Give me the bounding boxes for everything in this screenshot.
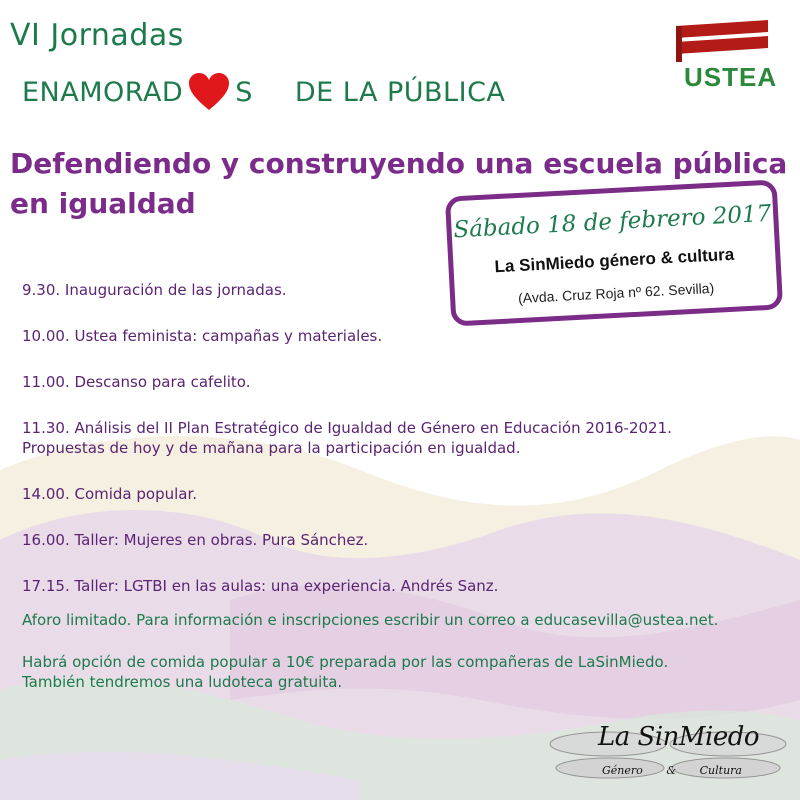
schedule-item (22, 530, 782, 550)
event-notes (22, 610, 792, 692)
schedule-item-line: 11.30. Análisis del II Plan Estratégico de Igualdad de Género en Educación 2016-2021. (22, 419, 672, 437)
schedule-item (22, 280, 782, 300)
lasinmiedo-sub-right: Cultura (699, 764, 742, 777)
schedule-item-line: 9.30. Inauguración de las jornadas. (22, 281, 287, 299)
event-name-part1: ENAMORAD (22, 76, 184, 108)
notes-comida: Habrá opción de comida popular a 10€ preparada por las compañeras de LaSinMiedo. (22, 653, 669, 671)
ustea-logo-text: USTEA (684, 62, 778, 92)
schedule-item-line: 10.00. Ustea feminista: campañas y materiales. (22, 327, 383, 345)
lasinmiedo-logo-text: La SinMiedo (598, 722, 760, 752)
notes-aforo: Aforo limitado. Para información e inscripciones escribir un correo a educasevilla@ustea.net. (22, 611, 719, 629)
heart-icon (187, 72, 231, 112)
event-name-part3: DE LA PÚBLICA (294, 76, 506, 108)
lasinmiedo-logo-subtitle (602, 764, 742, 777)
schedule-item (22, 326, 782, 346)
schedule-item (22, 576, 782, 596)
schedule-item-line: 16.00. Taller: Mujeres en obras. Pura Sánchez. (22, 531, 369, 549)
page-title: Defendiendo y construyendo una escuela pública en igualdad (10, 147, 788, 220)
schedule-item-line: 14.00. Comida popular. (22, 485, 198, 503)
event-name-heading (22, 72, 505, 112)
event-series-heading: VI Jornadas (10, 18, 184, 53)
schedule-item-line: 11.00. Descanso para cafelito. (22, 373, 251, 391)
lasinmiedo-sub-mid: & (666, 764, 677, 777)
schedule-list (22, 280, 782, 622)
event-date: Sábado 18 de febrero 2017 (452, 200, 772, 244)
lasinmiedo-sub-left: Género (602, 764, 643, 777)
schedule-item (22, 418, 782, 458)
schedule-item-line: Propuestas de hoy y de mañana para la participación en igualdad. (22, 439, 521, 457)
schedule-item-line: 17.15. Taller: LGTBI en las aulas: una experiencia. Andrés Sanz. (22, 577, 499, 595)
schedule-item (22, 484, 782, 504)
event-venue: La SinMiedo género & cultura (494, 244, 735, 277)
event-address: (Avda. Cruz Roja nº 62. Sevilla) (517, 279, 715, 307)
schedule-item (22, 372, 782, 392)
event-name-part2: S (235, 76, 253, 108)
notes-ludoteca: También tendremos una ludoteca gratuita. (22, 673, 343, 691)
